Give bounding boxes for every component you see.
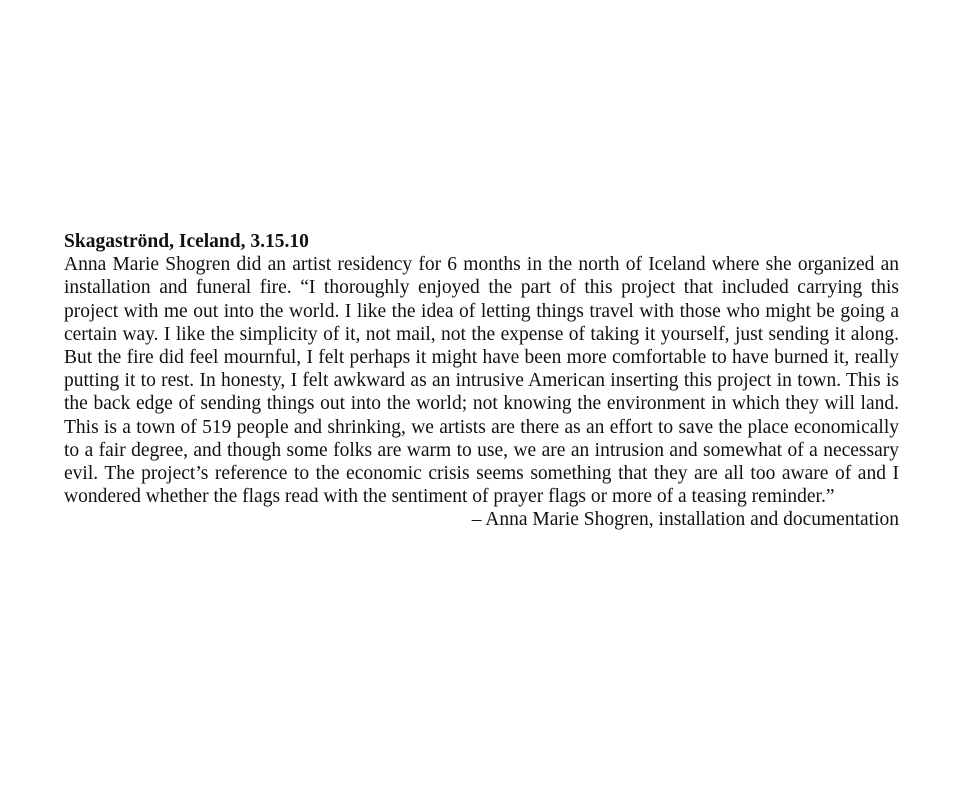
entry-heading: Skagaströnd, Iceland, 3.15.10 (64, 231, 309, 252)
entry-attribution: – Anna Marie Shogren, installation and documentation (471, 509, 899, 531)
entry-body: Anna Marie Shogren did an artist residency for 6 months in the north of Iceland where she organized an installation and funeral fire. “I thoroughly enjoyed the part of this project that included carrying this project with me out into the world. I like the idea of letting things travel with those who might be going a certain way. I like the simplicity of it, not mail, not the expense of taking it yourself, just sending it along. But the fire did feel mournful, I felt perhaps it might have been more comfortable to have burned it, really putting it to rest. In honesty, I felt awkward as an intrusive American inserting this project in town. This is the back edge of sending things out into the world; not knowing the environment in which they will land. This is a town of 519 people and shrinking, we artists are there as an effort to save the place economically to a fair degree, and though some folks are warm to use, we are an intrusion and somewhat of a necessary evil. The project’s reference to the economic crisis seems something that they are all too aware of and I wondered whether the flags read with the sentiment of prayer flags or more of a teasing reminder.” (64, 254, 899, 508)
text-entry (64, 230, 899, 532)
